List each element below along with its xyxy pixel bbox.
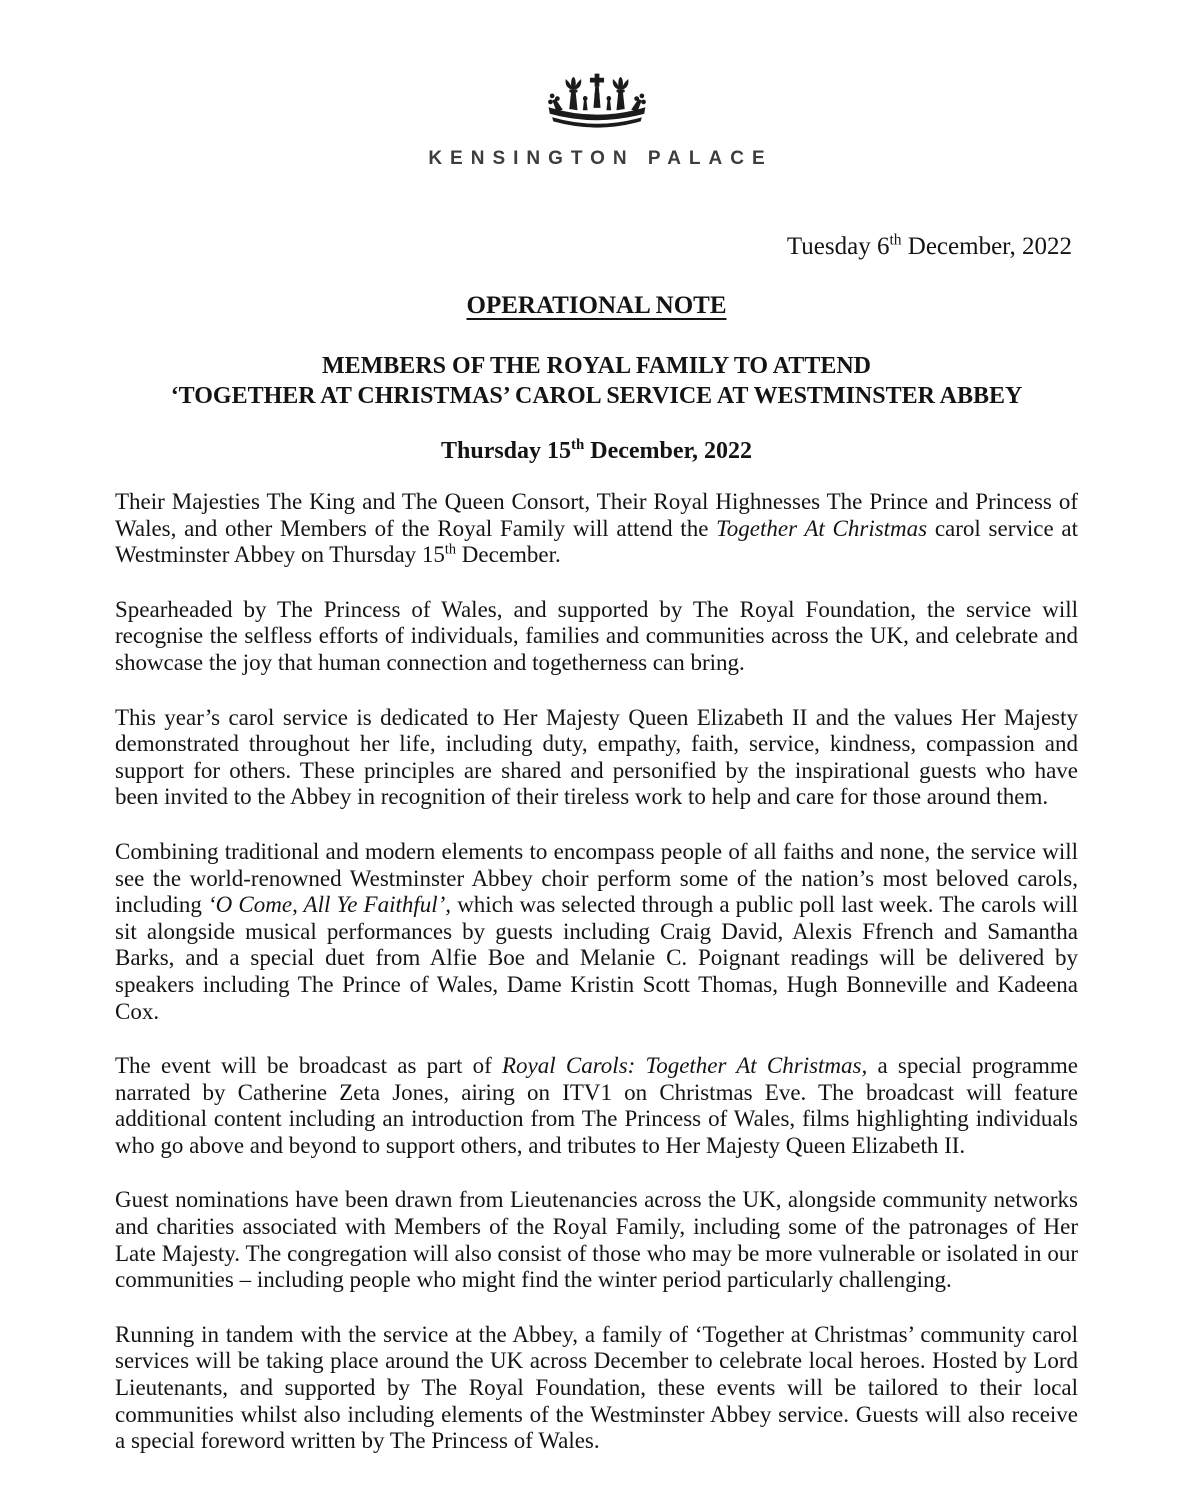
note-heading [115,291,1078,320]
crown-icon [538,70,656,128]
paragraph: Running in tandem with the service at the Abbey, a family of ‘Together at Christmas’ community carol services will be taking place around the UK across December to celebrate local heroes. Hosted by Lord Lieutenants, and supported by The Royal Foundation, these events will be tailored to their local communities whilst also including elements of the Westminster Abbey service. Guests will also receive a special foreword written by The Princess of Wales. [115,1321,1078,1454]
headline-line2: ‘TOGETHER AT CHRISTMAS’ CAROL SERVICE AT WESTMINSTER ABBEY [170,383,1023,409]
note-heading-text: OPERATIONAL NOTE [466,292,727,319]
headline [115,351,1078,411]
paragraph: The event will be broadcast as part of Royal Carols: Together At Christmas, a special programme narrated by Catherine Zeta Jones, airing on ITV1 on Christmas Eve. The broadcast will feature additional content including an introduction from The Princess of Wales, films highlighting individuals who go above and beyond to support others, and tributes to Her Majesty Queen Elizabeth II. [115,1053,1078,1158]
paragraph: Their Majesties The King and The Queen Consort, Their Royal Highnesses The Prince and Princess of Wales, and other Members of the Royal Family will attend the Together At Christmas carol service at Westminster Abbey on Thursday 15th December. [115,489,1078,568]
paragraph: Spearheaded by The Princess of Wales, and supported by The Royal Foundation, the service will recognise the selfless efforts of individuals, families and communities across the UK, and celebrate and showcase the joy that human connection and togetherness can bring. [115,596,1078,675]
letterhead [115,70,1078,170]
paragraph: Guest nominations have been drawn from Lieutenancies across the UK, alongside community networks and charities associated with Members of the Royal Family, including some of the patronages of Her Late Majesty. The congregation will also consist of those who may be more vulnerable or isolated in our communities – including people who might find the winter period particularly challenging. [115,1187,1078,1293]
palace-wordmark: KENSINGTON PALACE [428,148,773,169]
paragraph: This year’s carol service is dedicated to Her Majesty Queen Elizabeth II and the values Her Majesty demonstrated throughout her life, including duty, empathy, faith, service, kindness, compassion and support for others. These principles are shared and personified by the inspirational guests who have been invited to the Abbey in recognition of their tireless work to help and care for those around them. [115,704,1078,810]
paragraph: Combining traditional and modern elements to encompass people of all faiths and none, the service will see the world-renowned Westminster Abbey choir perform some of the nation’s most beloved carols, including ‘O Come, All Ye Faithful’, which was selected through a public poll last week. The carols will sit alongside musical performances by guests including Craig David, Alexis Ffrench and Samantha Barks, and a special duet from Alfie Boe and Melanie C. Poignant readings will be delivered by speakers including The Prince of Wales, Dame Kristin Scott Thomas, Hugh Bonneville and Kadeena Cox. [115,838,1078,1024]
issue-date: Tuesday 6th December, 2022 [786,231,1072,260]
event-date: Thursday 15th December, 2022 [440,437,752,464]
document-body [115,489,1078,1455]
headline-line1: MEMBERS OF THE ROYAL FAMILY TO ATTEND [321,353,871,379]
